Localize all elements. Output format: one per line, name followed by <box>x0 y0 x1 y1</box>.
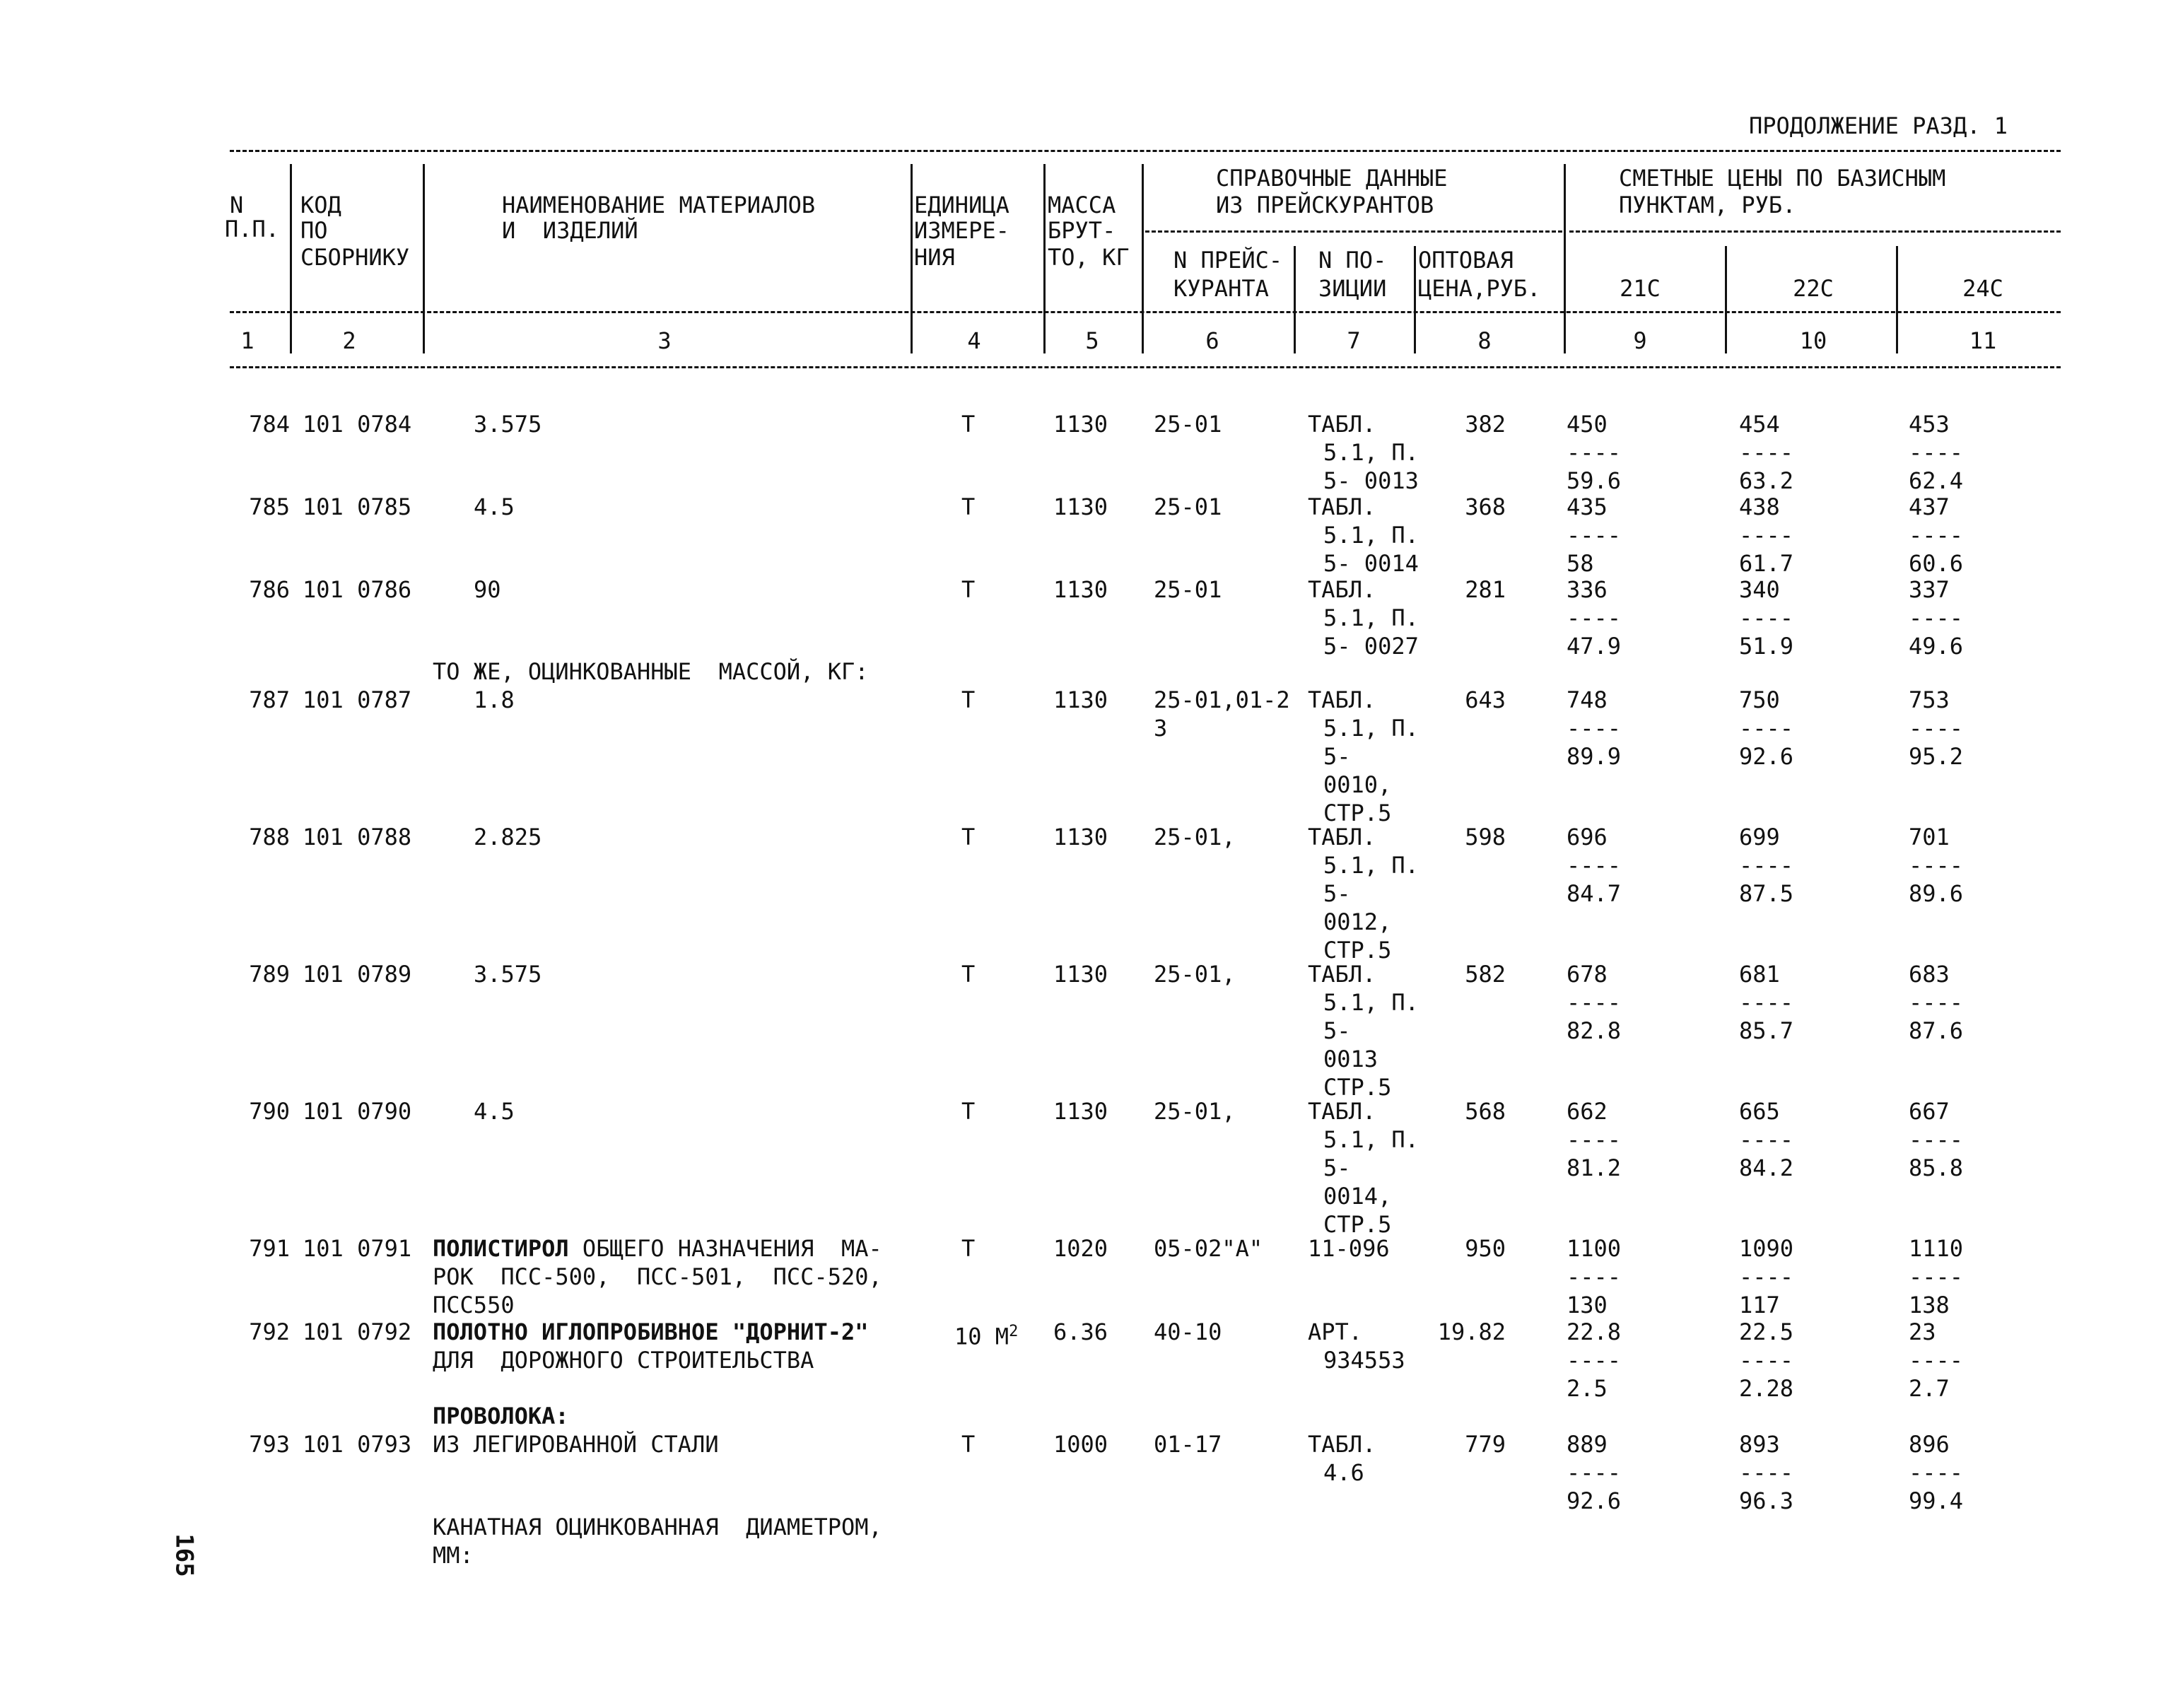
price-22c: 681 <box>1739 961 1780 988</box>
price-22c: 454 <box>1739 411 1780 438</box>
position-number: 5.1, П. <box>1323 604 1419 631</box>
page-number: 165 <box>170 1533 199 1577</box>
column-separator <box>1294 322 1296 353</box>
price-21c: 92.6 <box>1567 1487 1622 1514</box>
price-21c: 678 <box>1567 961 1608 988</box>
price-24c: 896 <box>1909 1431 1950 1458</box>
pricelist-number: 01-17 <box>1154 1431 1222 1458</box>
item-name: РОК ПСС-500, ПСС-501, ПСС-520, <box>433 1263 882 1290</box>
price-24c-fraction-bar: ---- <box>1909 715 1964 742</box>
pricelist-number: 25-01, <box>1154 1098 1236 1125</box>
header-col3: НАИМЕНОВАНИЕ МАТЕРИАЛОВ <box>502 192 816 218</box>
price-21c: 748 <box>1567 686 1608 713</box>
unit: Т <box>961 576 976 603</box>
price-22c-fraction-bar: ---- <box>1739 1263 1794 1290</box>
unit: Т <box>961 1235 976 1262</box>
position-number: ТАБЛ. <box>1308 686 1376 713</box>
column-separator <box>1725 322 1727 353</box>
header-col5: ТО, КГ <box>1048 244 1130 271</box>
column-number: 6 <box>1205 327 1219 354</box>
unit: Т <box>961 824 976 850</box>
pricelist-number: 25-01,01-2 <box>1154 686 1290 713</box>
header-col4: НИЯ <box>914 244 955 271</box>
header-col1: П.П. <box>225 216 280 242</box>
header-col9: 21С <box>1620 275 1661 302</box>
price-22c: 340 <box>1739 576 1780 603</box>
wholesale-price: 568 <box>1465 1098 1506 1125</box>
row-code: 101 0785 <box>303 493 412 520</box>
header-bottom-rule <box>230 366 2061 368</box>
price-24c: 85.8 <box>1909 1154 1964 1181</box>
gross-mass: 1000 <box>1053 1431 1108 1458</box>
row-code: 101 0786 <box>303 576 412 603</box>
price-24c-fraction-bar: ---- <box>1909 1459 1964 1486</box>
wholesale-price: 779 <box>1465 1431 1506 1458</box>
position-number: 11-096 <box>1308 1235 1390 1262</box>
header-col10: 22С <box>1793 275 1834 302</box>
price-24c: 753 <box>1909 686 1950 713</box>
item-name: 90 <box>474 576 501 603</box>
position-number: 5- <box>1323 1154 1351 1181</box>
price-24c: 138 <box>1909 1292 1950 1318</box>
row-code: 101 0792 <box>303 1318 412 1345</box>
gross-mass: 1130 <box>1053 961 1108 988</box>
price-24c-fraction-bar: ---- <box>1909 604 1964 631</box>
price-21c-fraction-bar: ---- <box>1567 1126 1622 1153</box>
header-top-rule <box>230 150 2061 152</box>
price-24c: 89.6 <box>1909 880 1964 907</box>
unit: 10 $М^2$ <box>954 1323 1019 1350</box>
column-separator <box>1043 322 1046 353</box>
position-number: СТР.5 <box>1323 1211 1392 1238</box>
price-21c: 435 <box>1567 493 1608 520</box>
header-col3: И ИЗДЕЛИЙ <box>502 217 638 244</box>
wholesale-price: 643 <box>1465 686 1506 713</box>
row-number: 792 <box>249 1318 290 1345</box>
price-22c-fraction-bar: ---- <box>1739 989 1794 1016</box>
price-21c: 662 <box>1567 1098 1608 1125</box>
price-22c: 85.7 <box>1739 1017 1794 1044</box>
position-number: 0012, <box>1323 908 1392 935</box>
price-22c: 438 <box>1739 493 1780 520</box>
header-col11: 24С <box>1962 275 2003 302</box>
wholesale-price: 368 <box>1465 493 1506 520</box>
price-24c-fraction-bar: ---- <box>1909 852 1964 879</box>
price-21c-fraction-bar: ---- <box>1567 1263 1622 1290</box>
pricelist-number: 25-01 <box>1154 576 1222 603</box>
price-24c: 683 <box>1909 961 1950 988</box>
gross-mass: 1130 <box>1053 411 1108 438</box>
item-name: ПСС550 <box>433 1292 515 1318</box>
price-21c-fraction-bar: ---- <box>1567 1459 1622 1486</box>
header-col2: ПО <box>300 217 328 244</box>
price-24c-fraction-bar: ---- <box>1909 522 1964 549</box>
column-separator <box>290 322 292 353</box>
column-number: 7 <box>1347 327 1361 354</box>
item-name: 1.8 <box>474 686 515 713</box>
position-number: 5.1, П. <box>1323 1126 1419 1153</box>
price-21c-fraction-bar: ---- <box>1567 1347 1622 1374</box>
position-number: ТАБЛ. <box>1308 576 1376 603</box>
header-group-prices: СМЕТНЫЕ ЦЕНЫ ПО БАЗИСНЫМ <box>1619 165 1946 192</box>
wholesale-price: 950 <box>1465 1235 1506 1262</box>
price-24c: 2.7 <box>1909 1375 1950 1402</box>
column-number: 1 <box>240 327 254 354</box>
unit: Т <box>961 1431 976 1458</box>
price-21c: 450 <box>1567 411 1608 438</box>
pricelist-number: 3 <box>1154 715 1168 742</box>
price-21c: 47.9 <box>1567 633 1622 660</box>
price-24c-fraction-bar: ---- <box>1909 439 1964 466</box>
header-subrule <box>1569 230 2061 233</box>
price-22c: 893 <box>1739 1431 1780 1458</box>
price-21c: 58 <box>1567 550 1594 577</box>
column-number: 5 <box>1085 327 1099 354</box>
column-separator <box>1414 322 1416 353</box>
row-number: 791 <box>249 1235 290 1262</box>
pricelist-number: 25-01, <box>1154 961 1236 988</box>
price-22c-fraction-bar: ---- <box>1739 522 1794 549</box>
item-name: 2.825 <box>474 824 542 850</box>
price-21c: 130 <box>1567 1292 1608 1318</box>
price-22c-fraction-bar: ---- <box>1739 439 1794 466</box>
column-separator <box>1142 322 1144 353</box>
unit: Т <box>961 961 976 988</box>
price-24c: 701 <box>1909 824 1950 850</box>
price-22c-fraction-bar: ---- <box>1739 1126 1794 1153</box>
item-name: 3.575 <box>474 411 542 438</box>
price-22c: 96.3 <box>1739 1487 1794 1514</box>
price-22c-fraction-bar: ---- <box>1739 852 1794 879</box>
pricelist-number: 25-01 <box>1154 493 1222 520</box>
header-col6: КУРАНТА <box>1173 275 1269 302</box>
price-21c: 336 <box>1567 576 1608 603</box>
unit: Т <box>961 411 976 438</box>
column-number: 10 <box>1799 327 1827 354</box>
group-heading: ТО ЖЕ, ОЦИНКОВАННЫЕ МАССОЙ, КГ: <box>433 658 869 685</box>
header-col5: МАССА <box>1048 192 1116 218</box>
price-21c: 2.5 <box>1567 1375 1608 1402</box>
row-number: 788 <box>249 824 290 850</box>
unit: Т <box>961 1098 976 1125</box>
price-21c-fraction-bar: ---- <box>1567 439 1622 466</box>
position-number: 934553 <box>1323 1347 1405 1374</box>
numbers-top-rule <box>230 311 2061 313</box>
price-24c-fraction-bar: ---- <box>1909 1126 1964 1153</box>
row-code: 101 0791 <box>303 1235 412 1262</box>
header-col4: ЕДИНИЦА <box>914 192 1009 218</box>
price-21c: 59.6 <box>1567 467 1622 494</box>
gross-mass: 6.36 <box>1053 1318 1108 1345</box>
price-22c-fraction-bar: ---- <box>1739 1347 1794 1374</box>
header-col2: СБОРНИКУ <box>300 244 410 271</box>
pricelist-number: 25-01 <box>1154 411 1222 438</box>
price-21c: 81.2 <box>1567 1154 1622 1181</box>
price-21c: 1100 <box>1567 1235 1622 1262</box>
row-code: 101 0784 <box>303 411 412 438</box>
price-21c-fraction-bar: ---- <box>1567 852 1622 879</box>
position-number: АРТ. <box>1308 1318 1363 1345</box>
position-number: ТАБЛ. <box>1308 493 1376 520</box>
price-21c-fraction-bar: ---- <box>1567 989 1622 1016</box>
gross-mass: 1130 <box>1053 576 1108 603</box>
price-24c: 667 <box>1909 1098 1950 1125</box>
column-separator <box>911 322 913 353</box>
price-22c-fraction-bar: ---- <box>1739 1459 1794 1486</box>
position-number: СТР.5 <box>1323 937 1392 964</box>
item-name: 4.5 <box>474 1098 515 1125</box>
row-number: 790 <box>249 1098 290 1125</box>
row-number: 787 <box>249 686 290 713</box>
price-22c: 63.2 <box>1739 467 1794 494</box>
position-number: СТР.5 <box>1323 1074 1392 1101</box>
header-col8: ЦЕНА,РУБ. <box>1418 275 1541 302</box>
price-22c: 61.7 <box>1739 550 1794 577</box>
wholesale-price: 598 <box>1465 824 1506 850</box>
pricelist-number: 40-10 <box>1154 1318 1222 1345</box>
header-col7: ЗИЦИИ <box>1318 275 1387 302</box>
row-code: 101 0787 <box>303 686 412 713</box>
gross-mass: 1130 <box>1053 1098 1108 1125</box>
unit: Т <box>961 686 976 713</box>
unit: Т <box>961 493 976 520</box>
price-24c-fraction-bar: ---- <box>1909 1347 1964 1374</box>
position-number: 5.1, П. <box>1323 439 1419 466</box>
price-21c: 889 <box>1567 1431 1608 1458</box>
position-number: 5- 0013 <box>1323 467 1419 494</box>
row-code: 101 0789 <box>303 961 412 988</box>
group-heading: ММ: <box>433 1542 474 1569</box>
header-col2: КОД <box>300 192 341 218</box>
group-heading: ПРОВОЛОКА: <box>433 1403 569 1429</box>
price-24c-fraction-bar: ---- <box>1909 1263 1964 1290</box>
column-number: 8 <box>1477 327 1492 354</box>
price-22c: 22.5 <box>1739 1318 1794 1345</box>
position-number: ТАБЛ. <box>1308 411 1376 438</box>
gross-mass: 1130 <box>1053 824 1108 850</box>
position-number: СТР.5 <box>1323 800 1392 826</box>
position-number: 4.6 <box>1323 1459 1364 1486</box>
wholesale-price: 19.82 <box>1437 1318 1506 1345</box>
header-col1: N <box>230 192 244 218</box>
price-21c: 89.9 <box>1567 743 1622 770</box>
position-number: ТАБЛ. <box>1308 824 1376 850</box>
price-22c: 750 <box>1739 686 1780 713</box>
gross-mass: 1130 <box>1053 686 1108 713</box>
gross-mass: 1130 <box>1053 493 1108 520</box>
price-21c-fraction-bar: ---- <box>1567 715 1622 742</box>
position-number: 5- <box>1323 880 1351 907</box>
position-number: 5.1, П. <box>1323 852 1419 879</box>
price-24c: 99.4 <box>1909 1487 1964 1514</box>
price-21c: 84.7 <box>1567 880 1622 907</box>
wholesale-price: 582 <box>1465 961 1506 988</box>
price-22c-fraction-bar: ---- <box>1739 604 1794 631</box>
wholesale-price: 382 <box>1465 411 1506 438</box>
position-number: ТАБЛ. <box>1308 961 1376 988</box>
item-name: ДЛЯ ДОРОЖНОГО СТРОИТЕЛЬСТВА <box>433 1347 814 1374</box>
header-col8: ОПТОВАЯ <box>1418 247 1514 274</box>
price-24c: 23 <box>1909 1318 1936 1345</box>
item-name: ИЗ ЛЕГИРОВАННОЙ СТАЛИ <box>433 1431 719 1458</box>
header-subrule <box>1145 230 1562 233</box>
price-22c: 87.5 <box>1739 880 1794 907</box>
price-22c: 665 <box>1739 1098 1780 1125</box>
price-24c: 62.4 <box>1909 467 1964 494</box>
price-24c-fraction-bar: ---- <box>1909 989 1964 1016</box>
header-group-ref: СПРАВОЧНЫЕ ДАННЫЕ <box>1216 165 1448 192</box>
price-22c: 117 <box>1739 1292 1780 1318</box>
position-number: 5- <box>1323 1017 1351 1044</box>
row-number: 793 <box>249 1431 290 1458</box>
price-24c: 1110 <box>1909 1235 1964 1262</box>
column-number: 11 <box>1969 327 1997 354</box>
price-24c: 337 <box>1909 576 1950 603</box>
wholesale-price: 281 <box>1465 576 1506 603</box>
position-number: 0010, <box>1323 771 1392 798</box>
row-code: 101 0790 <box>303 1098 412 1125</box>
position-number: 5- <box>1323 743 1351 770</box>
price-21c: 22.8 <box>1567 1318 1622 1345</box>
item-name: ПОЛОТНО ИГЛОПРОБИВНОЕ "ДОРНИТ-2" <box>433 1318 869 1345</box>
row-code: 101 0788 <box>303 824 412 850</box>
price-24c: 87.6 <box>1909 1017 1964 1044</box>
row-number: 789 <box>249 961 290 988</box>
header-group-ref: ИЗ ПРЕЙСКУРАНТОВ <box>1216 192 1434 218</box>
price-21c: 82.8 <box>1567 1017 1622 1044</box>
price-22c: 2.28 <box>1739 1375 1794 1402</box>
row-number: 786 <box>249 576 290 603</box>
price-22c: 699 <box>1739 824 1780 850</box>
position-number: 5.1, П. <box>1323 989 1419 1016</box>
row-number: 784 <box>249 411 290 438</box>
position-number: 5- 0027 <box>1323 633 1419 660</box>
item-name: 4.5 <box>474 493 515 520</box>
column-separator <box>1896 322 1898 353</box>
position-number: 5- 0014 <box>1323 550 1419 577</box>
position-number: 5.1, П. <box>1323 715 1419 742</box>
continuation-title: ПРОДОЛЖЕНИЕ РАЗД. 1 <box>1748 112 2008 139</box>
price-22c: 1090 <box>1739 1235 1794 1262</box>
column-number: 9 <box>1633 327 1647 354</box>
header-col6: N ПРЕЙС- <box>1173 247 1283 274</box>
price-22c-fraction-bar: ---- <box>1739 715 1794 742</box>
price-22c: 92.6 <box>1739 743 1794 770</box>
column-number: 3 <box>657 327 672 354</box>
column-number: 2 <box>342 327 356 354</box>
pricelist-number: 05-02"А" <box>1154 1235 1263 1262</box>
pricelist-number: 25-01, <box>1154 824 1236 850</box>
position-number: 0013 <box>1323 1046 1378 1072</box>
header-group-prices: ПУНКТАМ, РУБ. <box>1619 192 1796 218</box>
item-name: ПОЛИСТИРОЛ ОБЩЕГО НАЗНАЧЕНИЯ МА- <box>433 1235 882 1262</box>
column-number: 4 <box>967 327 981 354</box>
header-col7: N ПО- <box>1318 247 1387 274</box>
item-name: 3.575 <box>474 961 542 988</box>
price-24c: 453 <box>1909 411 1950 438</box>
column-separator <box>1564 322 1566 353</box>
header-col5: БРУТ- <box>1048 217 1116 244</box>
price-24c: 95.2 <box>1909 743 1964 770</box>
column-separator <box>423 322 425 353</box>
price-21c: 696 <box>1567 824 1608 850</box>
position-number: ТАБЛ. <box>1308 1098 1376 1125</box>
position-number: 0014, <box>1323 1183 1392 1210</box>
header-col4: ИЗМЕРЕ- <box>914 217 1009 244</box>
row-number: 785 <box>249 493 290 520</box>
group-heading: КАНАТНАЯ ОЦИНКОВАННАЯ ДИАМЕТРОМ, <box>433 1514 882 1540</box>
position-number: 5.1, П. <box>1323 522 1419 549</box>
gross-mass: 1020 <box>1053 1235 1108 1262</box>
price-24c: 49.6 <box>1909 633 1964 660</box>
price-21c-fraction-bar: ---- <box>1567 522 1622 549</box>
price-24c: 437 <box>1909 493 1950 520</box>
price-22c: 84.2 <box>1739 1154 1794 1181</box>
price-21c-fraction-bar: ---- <box>1567 604 1622 631</box>
row-code: 101 0793 <box>303 1431 412 1458</box>
price-22c: 51.9 <box>1739 633 1794 660</box>
price-24c: 60.6 <box>1909 550 1964 577</box>
position-number: ТАБЛ. <box>1308 1431 1376 1458</box>
